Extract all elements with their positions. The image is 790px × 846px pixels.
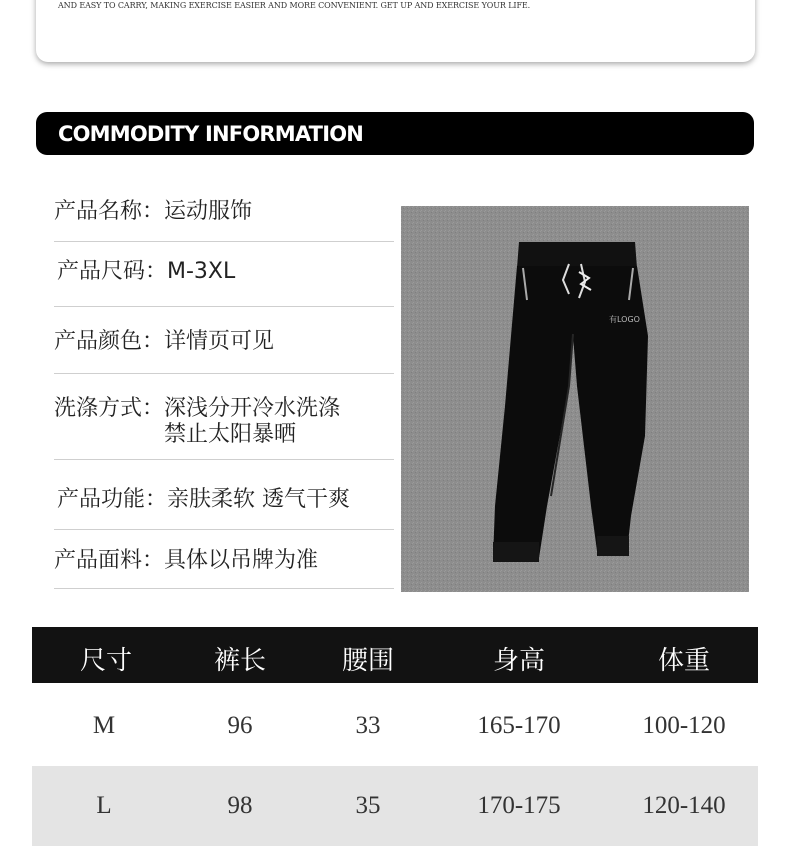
table-cell: 35: [355, 792, 381, 819]
section-header: [36, 112, 754, 155]
info-value: 详情页可见: [164, 329, 275, 354]
divider: [54, 588, 394, 589]
product-photo: [401, 206, 749, 592]
table-cell: 100-120: [642, 712, 726, 739]
intro-card: [36, 0, 755, 62]
table-cell: 170-175: [477, 792, 561, 819]
header-cell: 腰围: [341, 646, 395, 676]
info-value: 亲肤柔软 透气干爽: [167, 487, 351, 512]
table-header: [32, 627, 758, 683]
info-value: M-3XL: [167, 259, 236, 284]
header-cell: 裤长: [213, 646, 267, 676]
info-value: [164, 396, 340, 448]
info-label: 产品功能：: [57, 487, 168, 512]
info-label: 产品面料：: [54, 548, 165, 573]
info-label: 产品名称：: [54, 199, 165, 224]
divider: [54, 459, 394, 460]
divider: [54, 529, 394, 530]
info-label: 洗涤方式：: [54, 396, 165, 421]
info-row-size: [57, 259, 397, 285]
table-row: [32, 766, 758, 846]
header-cell: 尺寸: [79, 646, 133, 676]
table-row: [32, 686, 758, 766]
info-value-line1: 深浅分开冷水洗涤: [164, 396, 341, 421]
info-row-name: [54, 199, 394, 225]
divider: [54, 373, 394, 374]
table-cell: 120-140: [642, 792, 726, 819]
info-label: 产品颜色：: [54, 329, 165, 354]
section-title: COMMODITY INFORMATION: [58, 122, 364, 146]
pants-illustration: [401, 206, 749, 592]
info-row-washing: [54, 396, 394, 448]
info-value: 具体以吊牌为准: [164, 548, 319, 573]
info-value: 运动服饰: [164, 199, 253, 224]
table-cell: 33: [355, 712, 381, 739]
table-cell: M: [92, 712, 116, 739]
header-cell: 身高: [492, 646, 546, 676]
info-row-color: [54, 329, 394, 355]
table-cell: L: [96, 792, 112, 819]
table-cell: 98: [227, 792, 253, 819]
table-cell: 96: [227, 712, 253, 739]
info-row-function: [57, 487, 397, 513]
tagline-text: AND EASY TO CARRY, MAKING EXERCISE EASIER AND MORE CONVENIENT. GET UP AND EXERCISE YOUR LIFE.: [58, 1, 531, 10]
info-value-line2: 禁止太阳暴晒: [164, 422, 297, 447]
table-cell: 165-170: [477, 712, 561, 739]
info-label: 产品尺码：: [57, 259, 168, 284]
info-row-fabric: [54, 548, 394, 574]
divider: [54, 306, 394, 307]
logo-text: 有LOGO: [609, 315, 640, 324]
divider: [54, 241, 394, 242]
header-cell: 体重: [657, 646, 711, 676]
